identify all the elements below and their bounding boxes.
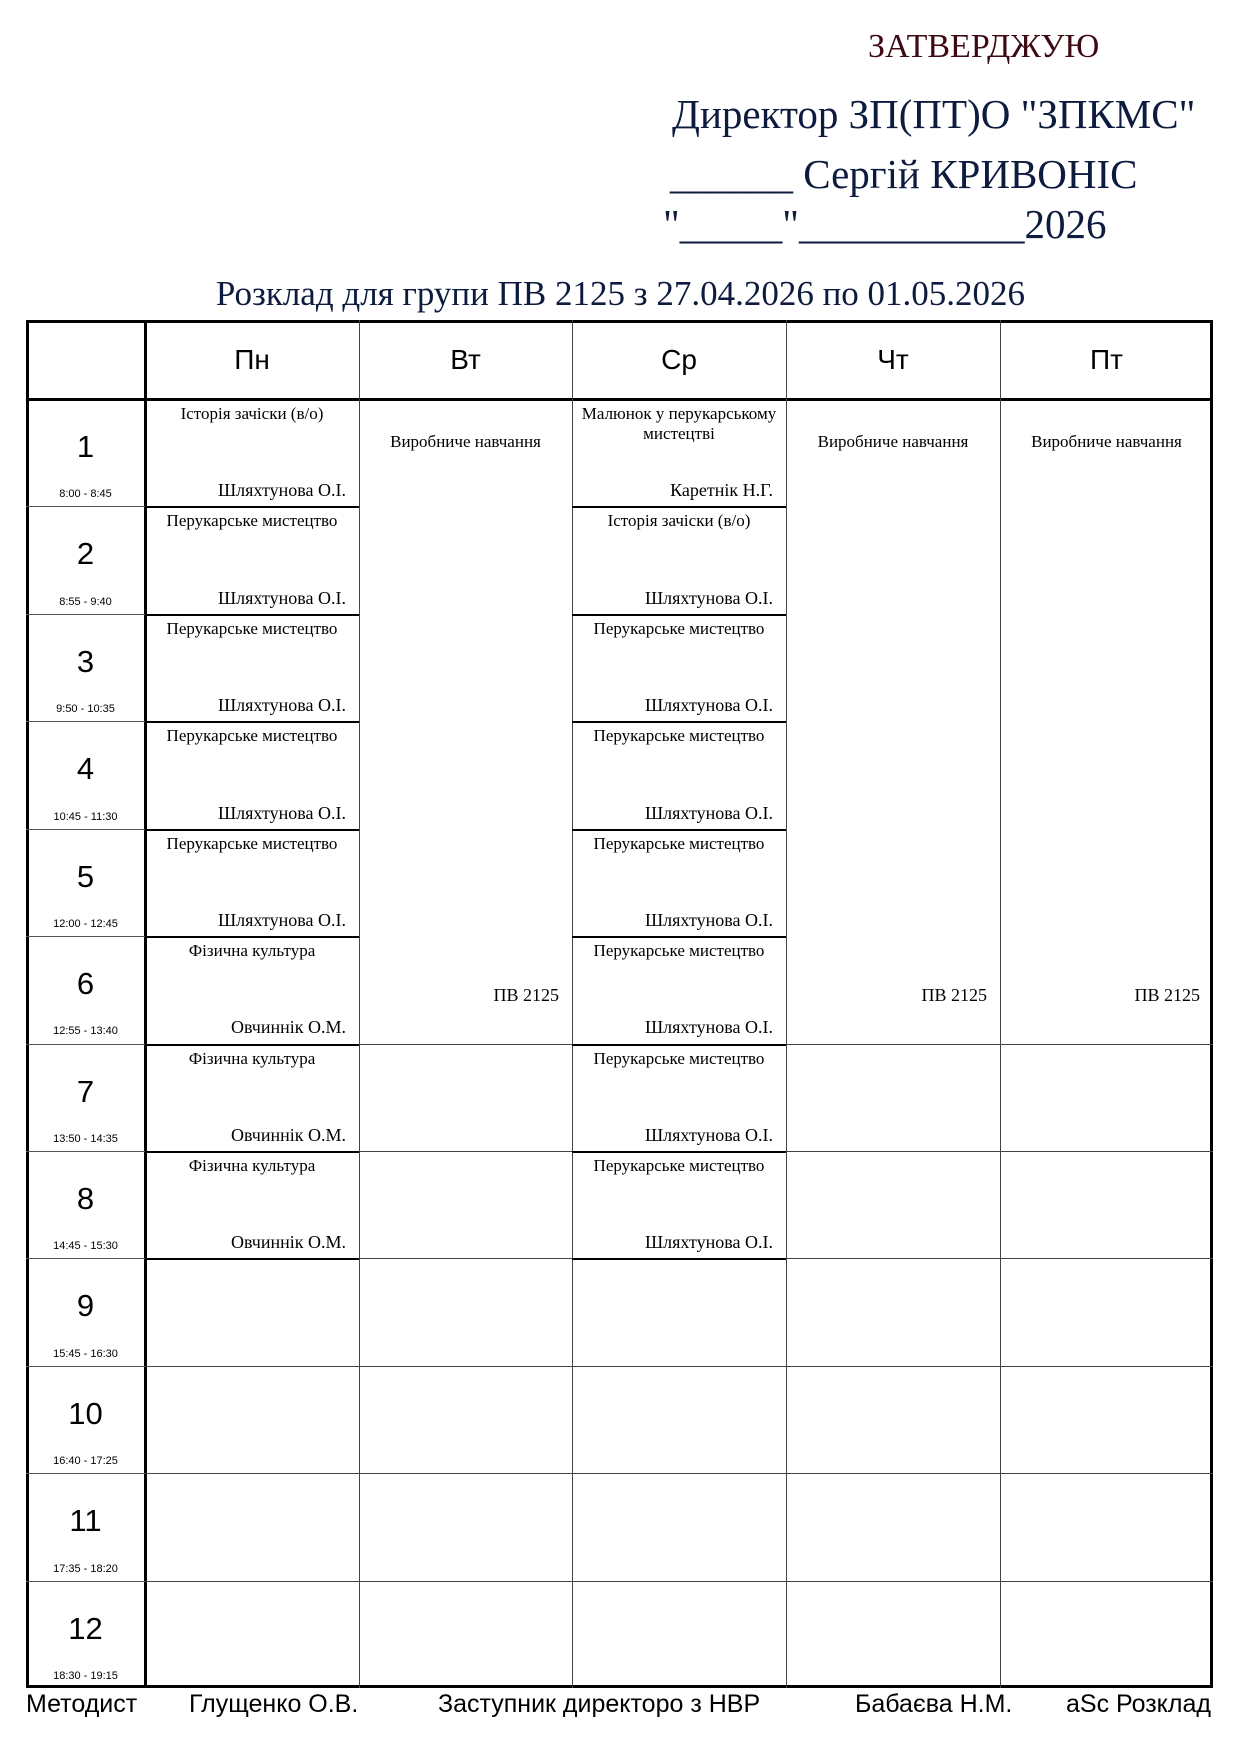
period-time: 9:50 - 10:35	[56, 703, 115, 716]
software-label: aSc Розклад	[1066, 1690, 1211, 1718]
period-cell	[26, 506, 145, 613]
row-divider	[786, 1258, 1000, 1259]
row-divider	[26, 721, 145, 722]
block-group: ПВ 2125	[1134, 985, 1200, 1005]
lesson-subject: Перукарське мистецтво	[166, 726, 338, 746]
lesson-subject: Історія зачіски (в/о)	[607, 511, 751, 531]
lesson-cell[interactable]	[146, 507, 358, 612]
row-divider	[1000, 1473, 1213, 1474]
row-divider	[145, 1366, 359, 1367]
lesson-teacher: Шляхтунова О.І.	[645, 695, 773, 716]
lesson-teacher: Шляхтунова О.І.	[218, 910, 346, 931]
lesson-subject: Перукарське мистецтво	[593, 726, 765, 746]
period-time: 12:55 - 13:40	[53, 1025, 118, 1038]
lesson-teacher: Шляхтунова О.І.	[218, 695, 346, 716]
deputy-name: Бабаєва Н.М.	[855, 1690, 1013, 1718]
row-divider	[26, 936, 145, 937]
period-number: 9	[76, 1288, 95, 1324]
approval-date-line: "_____"___________2026	[663, 201, 1107, 247]
row-divider	[26, 1044, 145, 1045]
row-divider	[572, 1473, 786, 1474]
period-number: 7	[76, 1073, 95, 1109]
period-number: 1	[76, 429, 95, 464]
schedule-footer	[26, 1690, 1216, 1726]
lesson-cell[interactable]	[573, 830, 785, 935]
practical-training-block[interactable]	[360, 400, 571, 1043]
row-divider	[359, 1044, 572, 1045]
row-divider	[786, 1581, 1000, 1582]
day-header: Пт	[1090, 343, 1123, 375]
lesson-teacher: Шляхтунова О.І.	[218, 802, 346, 823]
period-number: 12	[68, 1610, 103, 1646]
day-header: Вт	[450, 343, 481, 375]
period-time: 8:00 - 8:45	[59, 488, 112, 501]
row-divider	[359, 1581, 572, 1582]
practical-training-block[interactable]	[787, 400, 999, 1043]
period-time: 15:45 - 16:30	[53, 1347, 118, 1360]
approval-heading: ЗАТВЕРДЖУЮ	[868, 28, 1100, 65]
row-divider	[26, 1581, 145, 1582]
day-header: Чт	[877, 343, 909, 375]
period-number: 2	[76, 536, 95, 572]
day-header: Ср	[661, 343, 697, 375]
row-divider	[26, 614, 145, 615]
row-divider	[1000, 1044, 1213, 1045]
methodist-name: Глущенко О.В.	[189, 1690, 359, 1718]
row-divider	[572, 1366, 786, 1367]
period-cell	[26, 1366, 145, 1473]
row-divider	[145, 1581, 359, 1582]
period-number: 3	[76, 643, 95, 679]
lesson-cell[interactable]	[573, 722, 785, 827]
lesson-teacher: Овчиннік О.М.	[230, 1017, 346, 1038]
row-divider	[145, 1473, 359, 1474]
block-subject: Виробниче навчання	[817, 432, 969, 451]
lesson-teacher: Шляхтунова О.І.	[645, 1232, 773, 1253]
row-divider	[26, 1366, 145, 1367]
period-number: 6	[76, 966, 95, 1002]
row-divider	[26, 506, 145, 507]
period-cell	[26, 1258, 145, 1365]
lesson-subject: Історія зачіски (в/о)	[180, 404, 324, 423]
period-number: 10	[68, 1395, 103, 1431]
day-header: Пн	[234, 343, 270, 375]
row-divider	[1000, 1151, 1213, 1152]
lesson-subject: Перукарське мистецтво	[166, 511, 338, 531]
period-number: 8	[76, 1180, 95, 1216]
director-signature: ______ Сергій КРИВОНІС	[670, 151, 1138, 197]
row-divider	[1000, 1258, 1213, 1259]
lesson-cell[interactable]	[573, 1045, 785, 1150]
period-cell	[26, 614, 145, 721]
lesson-cell[interactable]	[146, 1045, 358, 1150]
period-cell	[26, 399, 145, 506]
row-divider	[26, 1473, 145, 1474]
period-time: 14:45 - 15:30	[53, 1240, 118, 1253]
row-divider	[786, 1044, 1000, 1045]
row-divider	[26, 1151, 145, 1152]
schedule-title: Розклад для групи ПВ 2125 з 27.04.2026 по 01.05.2026	[215, 274, 1026, 313]
lesson-teacher: Шляхтунова О.І.	[218, 587, 346, 608]
period-cell	[26, 721, 145, 828]
lesson-bottom-divider	[145, 1258, 359, 1260]
period-time: 10:45 - 11:30	[53, 810, 118, 823]
lesson-teacher: Шляхтунова О.І.	[645, 1017, 773, 1038]
lesson-teacher: Овчиннік О.М.	[230, 1232, 346, 1253]
block-subject: Виробниче навчання	[390, 432, 541, 451]
lesson-teacher: Шляхтунова О.І.	[645, 910, 773, 931]
lesson-subject: Фізична культура	[188, 941, 316, 961]
lesson-cell[interactable]	[146, 830, 358, 935]
lesson-subject: Перукарське мистецтво	[166, 618, 338, 638]
row-divider	[359, 1258, 572, 1259]
period-cell	[26, 829, 145, 936]
lesson-cell[interactable]	[573, 1152, 785, 1257]
period-time: 13:50 - 14:35	[53, 1132, 118, 1145]
lesson-teacher: Шляхтунова О.І.	[645, 1124, 773, 1145]
lesson-cell[interactable]	[573, 400, 785, 505]
period-cell	[26, 936, 145, 1043]
period-time: 12:00 - 12:45	[53, 918, 118, 931]
block-group: ПВ 2125	[493, 985, 559, 1005]
row-divider	[1000, 1581, 1213, 1582]
lesson-subject: Фізична культура	[188, 1155, 316, 1175]
lesson-teacher: Овчиннік О.М.	[230, 1124, 346, 1145]
period-cell	[26, 1044, 145, 1151]
row-divider	[26, 1258, 145, 1259]
lesson-bottom-divider	[572, 1258, 786, 1260]
lesson-subject: Перукарське мистецтво	[593, 941, 765, 961]
lesson-subject: Перукарське мистецтво	[593, 1155, 765, 1175]
period-number: 11	[69, 1503, 102, 1539]
lesson-cell[interactable]	[573, 507, 785, 612]
lesson-cell[interactable]	[573, 615, 785, 720]
lesson-teacher: Шляхтунова О.І.	[218, 480, 346, 501]
lesson-subject: Фізична культура	[188, 1048, 316, 1068]
period-cell	[26, 1473, 145, 1580]
lesson-teacher: Шляхтунова О.І.	[645, 802, 773, 823]
row-divider	[786, 1366, 1000, 1367]
row-divider	[1000, 1366, 1213, 1367]
practical-training-block[interactable]	[1001, 400, 1212, 1043]
lesson-cell[interactable]	[146, 1152, 358, 1257]
period-time: 16:40 - 17:25	[53, 1455, 118, 1468]
row-divider	[359, 1366, 572, 1367]
lesson-subject: Перукарське мистецтво	[593, 618, 765, 638]
block-subject: Виробниче навчання	[1031, 432, 1182, 451]
lesson-subject: Малюнок у перукарському мистецтві	[581, 404, 777, 443]
lesson-subject: Перукарське мистецтво	[166, 833, 338, 853]
row-divider	[786, 1473, 1000, 1474]
period-number: 5	[76, 858, 95, 894]
period-time: 18:30 - 19:15	[53, 1669, 118, 1682]
lesson-teacher: Шляхтунова О.І.	[645, 587, 773, 608]
row-divider	[26, 829, 145, 830]
period-time: 8:55 - 9:40	[59, 595, 112, 608]
lesson-cell[interactable]	[146, 722, 358, 827]
lesson-cell[interactable]	[573, 937, 785, 1042]
director-title: Директор ЗП(ПТ)О "ЗПКМС"	[672, 91, 1196, 137]
methodist-label: Методист	[26, 1690, 138, 1718]
block-group: ПВ 2125	[921, 985, 987, 1005]
row-divider	[786, 1151, 1000, 1152]
period-time: 17:35 - 18:20	[53, 1562, 118, 1575]
period-cell	[26, 1581, 145, 1688]
lesson-subject: Перукарське мистецтво	[593, 1048, 765, 1068]
period-number: 4	[76, 751, 95, 787]
row-divider	[359, 1473, 572, 1474]
period-cell	[26, 1151, 145, 1258]
lesson-cell[interactable]	[146, 937, 358, 1042]
row-divider	[359, 1151, 572, 1152]
deputy-label: Заступник директоро з НВР	[438, 1690, 761, 1718]
row-divider	[572, 1581, 786, 1582]
lesson-cell[interactable]	[146, 400, 358, 505]
lesson-subject: Перукарське мистецтво	[593, 833, 765, 853]
lesson-cell[interactable]	[146, 615, 358, 720]
lesson-teacher: Каретнік Н.Г.	[670, 480, 773, 501]
